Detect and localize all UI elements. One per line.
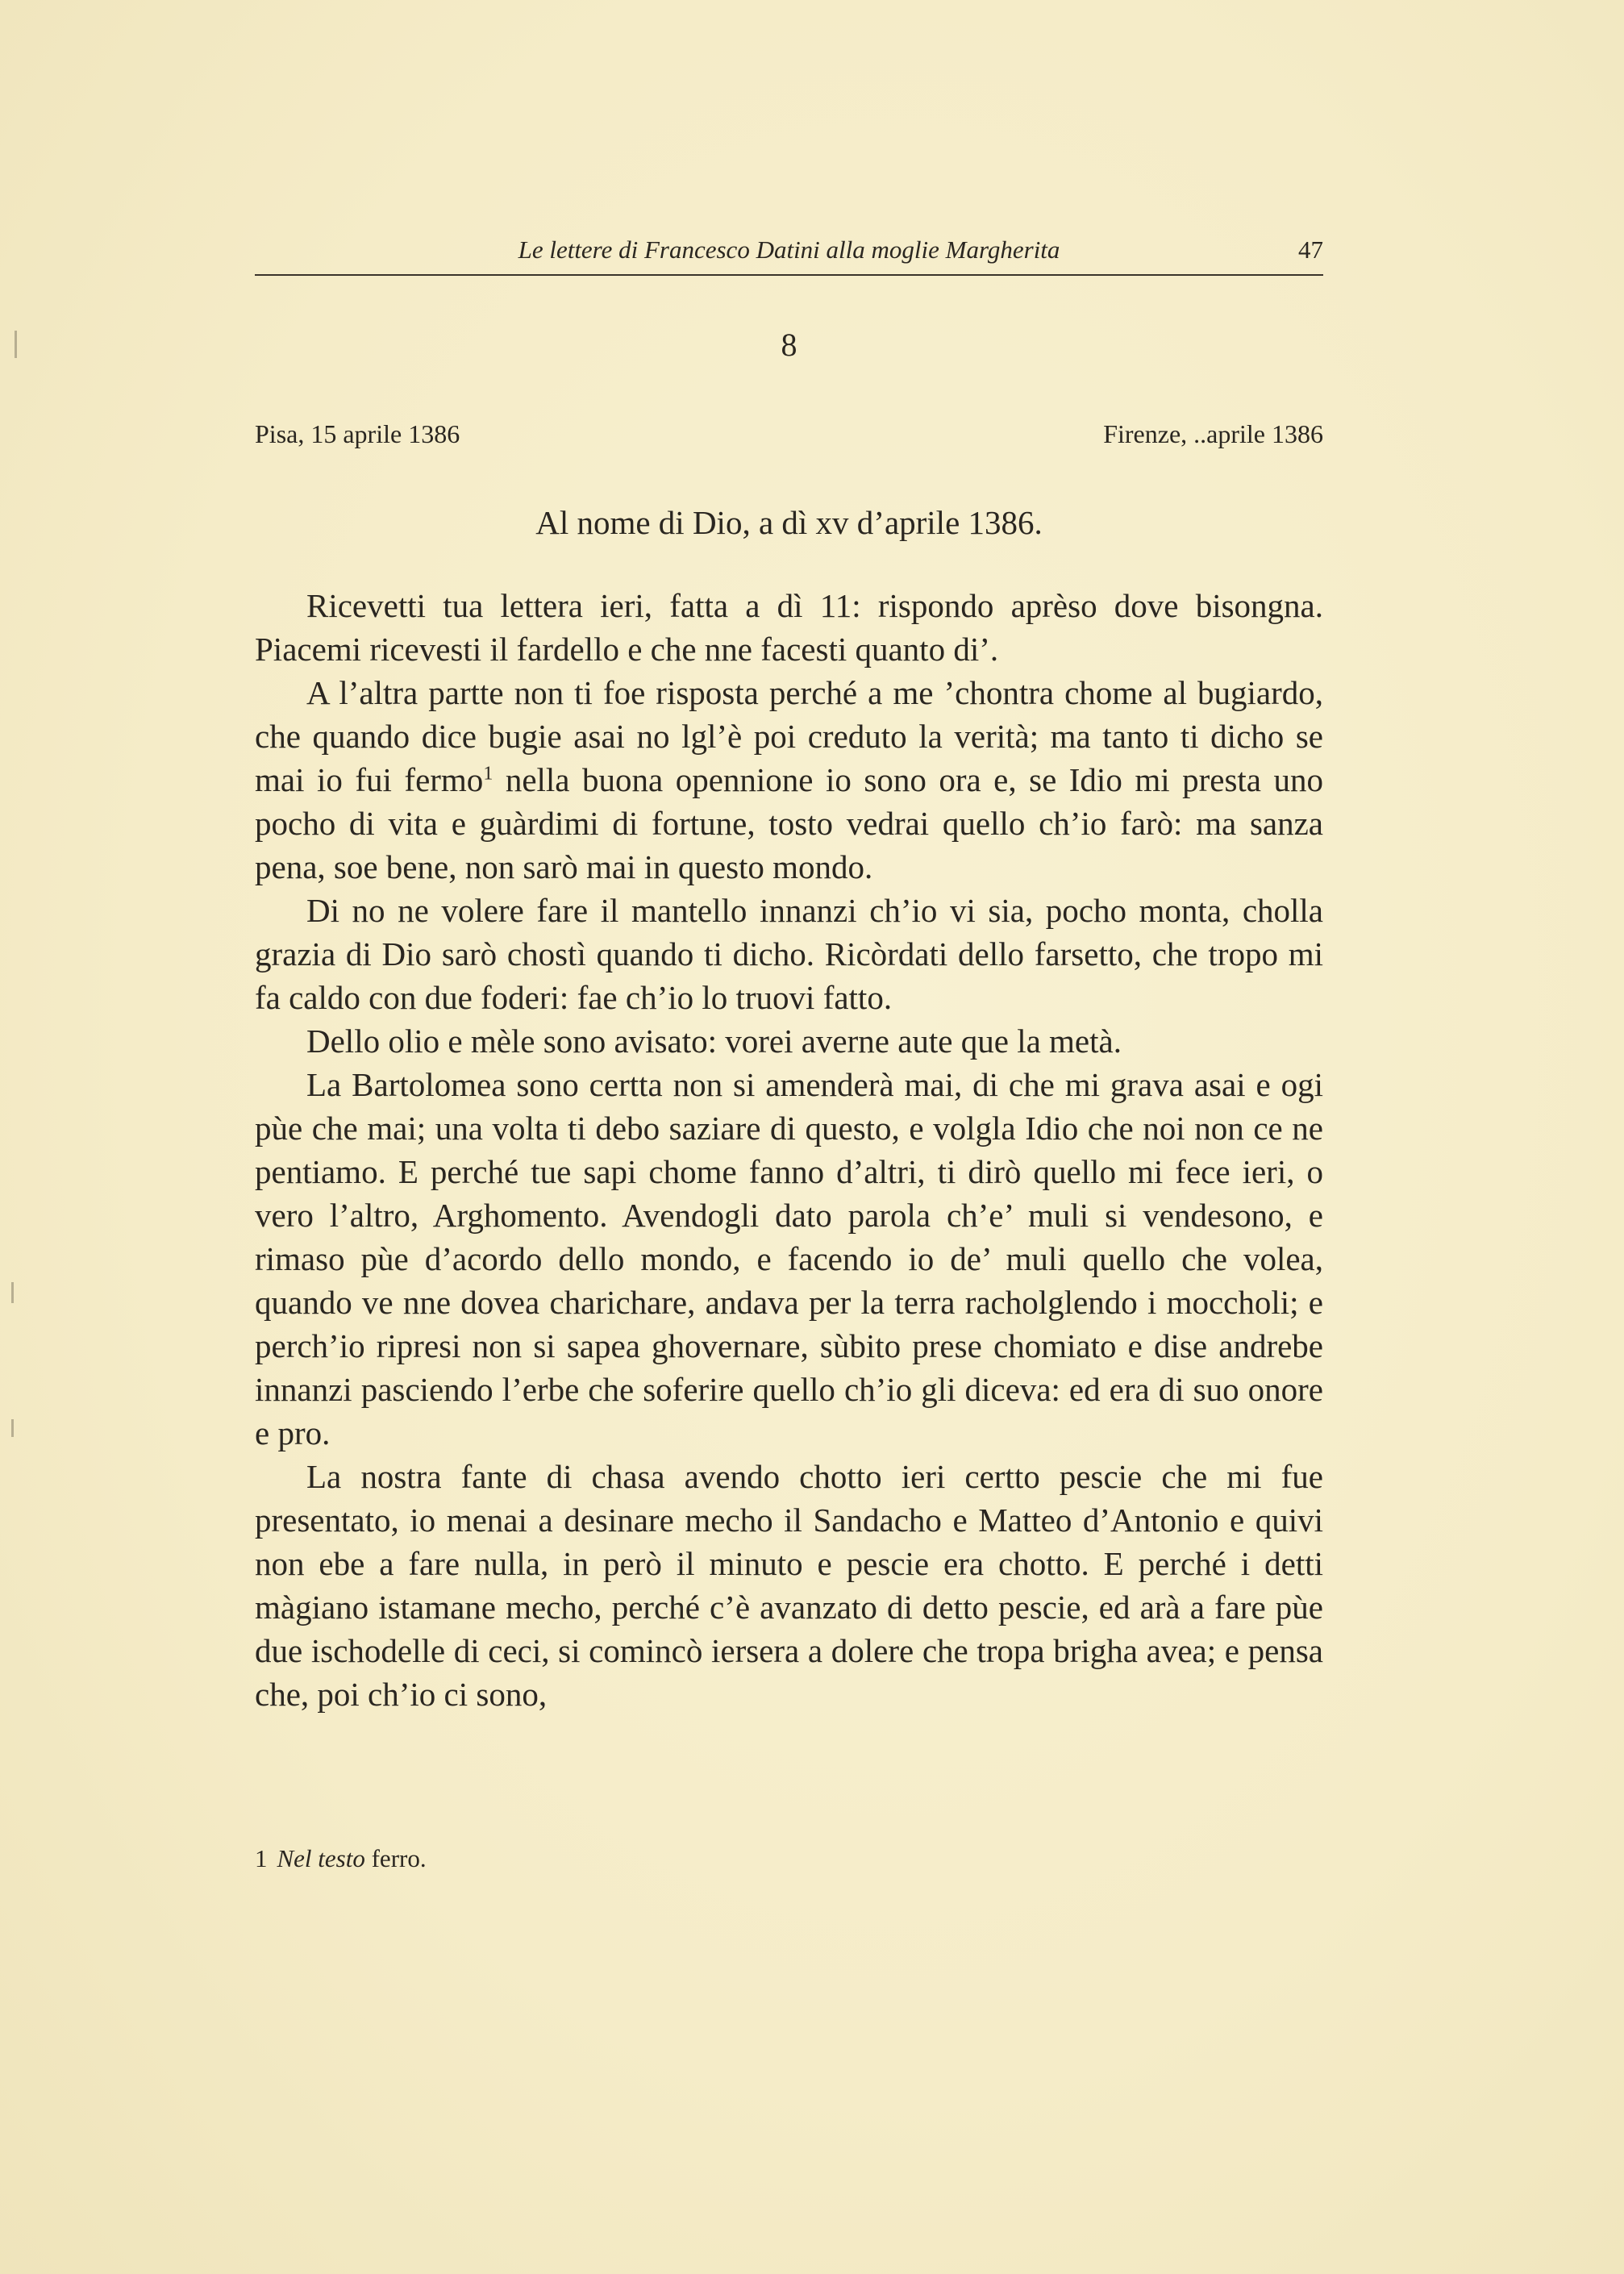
- sender-place-date: Pisa, 15 aprile 1386: [255, 419, 460, 448]
- page-edge-mark: [11, 1419, 14, 1437]
- letter-body: [255, 584, 1323, 1716]
- footnote-number: 1: [255, 1844, 268, 1872]
- paragraph-text: A l’altra partte non ti foe risposta perché a me ’chontra chome al bugiardo, che quando dice bugie asai no lgl’è poi creduto la verità; ma tanto ti dicho se mai io fui fermo: [255, 674, 1323, 798]
- page-edge-mark: [15, 331, 17, 358]
- letter-number: 8: [781, 327, 797, 363]
- footnote-text: ferro.: [371, 1844, 427, 1872]
- paragraph: [255, 671, 1323, 889]
- paragraph: Di no ne volere fare il mantello innanzi ch’io vi sia, pocho monta, cholla grazia di Dio sarò chostì quando ti dicho. Ricòrdati dello farsetto, che tropo mi fa caldo con due foderi: fae ch’io lo truovi fatto.: [255, 892, 1323, 1016]
- letter-opening: Al nome di Dio, a dì xv d’aprile 1386.: [535, 504, 1043, 541]
- paragraph: La Bartolomea sono certta non si amenderà mai, di che mi grava asai e ogi pùe che mai; una volta ti debo saziare di questo, e volgla Idio che noi non ce ne pentiamo. E perché tue sapi chome fanno d’altri, ti dirò quello mi fece ieri, o vero l’altro, Arghomento. Avendogli dato parola ch’e’ muli si vendesono, e rimaso pùe d’acordo dello mondo, e facendo io de’ muli quello che volea, quando ve nne dovea charichare, andava per la terra racholglendo i moccholi; e perch’io ripresi non si sapea ghovernare, sùbito prese chomiato e dise andrebe innanzi pasciendo l’erbe che soferire quello ch’io gli diceva: ed era di suo onore e pro.: [255, 1066, 1323, 1451]
- footnote-label: Nel testo: [277, 1844, 365, 1872]
- page-edge-mark: [11, 1282, 14, 1303]
- paragraph-text: nella buona opennione io sono ora e, se Idio mi presta uno pocho di vita e guàrdimi di fortune, tosto vedrai quello ch’io farò: ma sanza pena, soe bene, non sarò mai in questo mondo.: [255, 761, 1323, 885]
- footnote-reference: 1: [483, 763, 493, 785]
- footnote: [255, 1844, 981, 1873]
- paragraph: Dello olio e mèle sono avisato: vorei averne aute que la metà.: [306, 1022, 1122, 1060]
- running-title: Le lettere di Francesco Datini alla moglie Margherita: [518, 235, 1060, 264]
- page-number: 47: [1298, 235, 1323, 264]
- paragraph: Ricevetti tua lettera ieri, fatta a dì 11: rispondo aprèso dove bisongna. Piacemi ricevesti il fardello e che nne facesti quanto di’.: [255, 587, 1323, 668]
- running-header: [255, 234, 1323, 276]
- recipient-place-date: Firenze, ..aprile 1386: [1103, 419, 1323, 448]
- paragraph: La nostra fante di chasa avendo chotto ieri certto pescie che mi fue presentato, io menai a desinare mecho il Sandacho e Matteo d’Antonio e quivi non ebe a fare nulla, in però il minuto e pescie era chotto. E perché i detti màgiano istamane mecho, perché c’è avanzato di detto pescie, ed arà a fare pùe due ischodelle di ceci, si comincò iersera a dolere che tropa brigha avea; e pensa che, poi ch’io ci sono,: [255, 1458, 1323, 1713]
